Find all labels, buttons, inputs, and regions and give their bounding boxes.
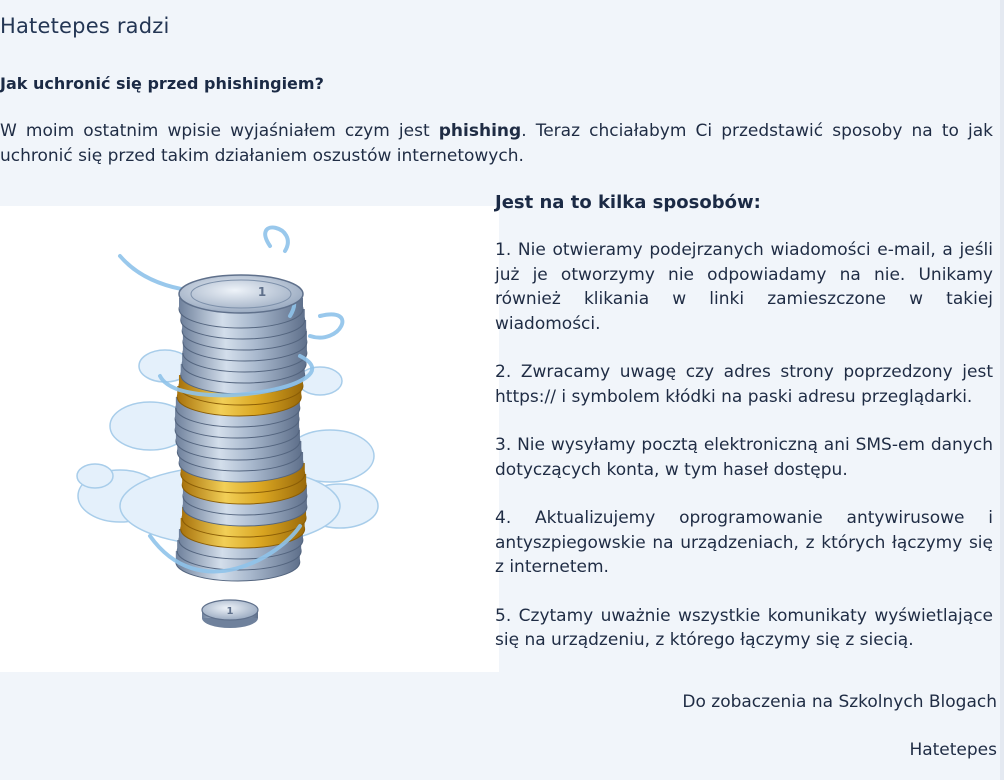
blog-title: Hatetepes radzi <box>0 14 170 38</box>
tip-item: 2. Zwracamy uwagę czy adres strony poprzedzony jest https:// i symbolem kłódki na paski adresu przeglądarki. <box>495 362 993 407</box>
bottom-coin <box>202 600 258 628</box>
tip-item: 3. Nie wysyłamy pocztą elektroniczną ani SMS-em danych dotyczących konta, w tym haseł dostępu. <box>495 435 993 480</box>
tip-item: 4. Aktualizujemy oprogramowanie antywirusowe i antyszpiegowskie na urządzeniach, z których łączymy się z internetem. <box>495 508 993 577</box>
top-coin-face <box>179 275 303 313</box>
author-signature: Hatetepes <box>909 740 997 760</box>
coin-stack <box>175 290 307 581</box>
coin-stack-exclamation-illustration <box>0 206 499 672</box>
sign-off: Do zobaczenia na Szkolnych Blogach <box>682 692 997 712</box>
top-coin-label: 1 <box>257 285 267 299</box>
intro-text-end: . Teraz chciałabym Ci przedstawić sposoby na to jak uchronić się przed takim działaniem oszustów internetowych. <box>0 121 993 166</box>
coin-illustration-svg <box>0 206 499 672</box>
intro-text-start: W moim ostatnim wpisie wyjaśniałem czym jest <box>0 121 439 141</box>
page-edge <box>1000 0 1004 780</box>
bottom-coin-label: 1 <box>226 606 234 617</box>
tip-item: 1. Nie otwieramy podejrzanych wiadomości e-mail, a jeśli już je otworzymy nie odpowiadamy na nie. Unikamy również klikania w linki zamieszczone w takiej wiadomości. <box>495 240 993 334</box>
tip-item: 5. Czytamy uważnie wszystkie komunikaty wyświetlające się na urządzeniu, z którego łączymy się z siecią. <box>495 605 993 650</box>
post-heading: Jak uchronić się przed phishingiem? <box>0 74 324 93</box>
intro-bold-term: phishing <box>438 121 522 141</box>
ways-section <box>495 190 993 677</box>
ways-heading: Jest na to kilka sposobów: <box>495 192 761 213</box>
post-intro <box>0 119 993 169</box>
